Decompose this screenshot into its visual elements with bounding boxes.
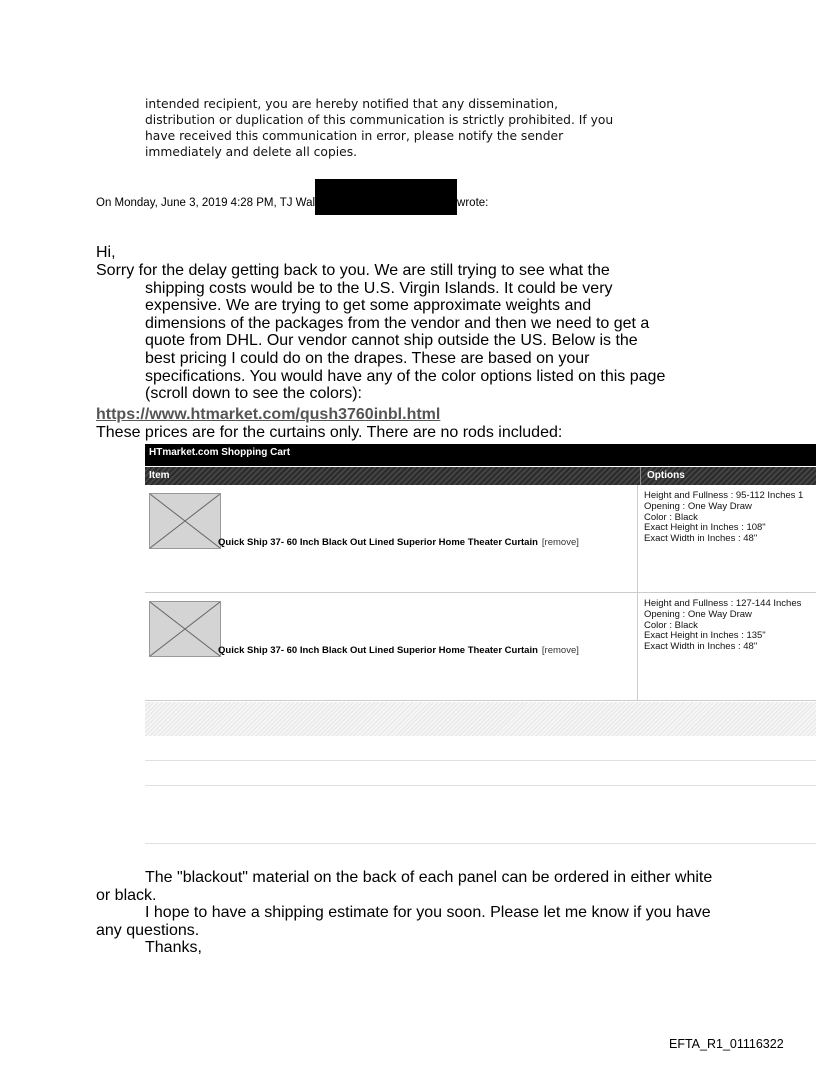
shopping-cart bbox=[145, 444, 816, 701]
divider bbox=[145, 760, 816, 761]
option-line: Color : Black bbox=[644, 511, 698, 523]
column-header-item: Item bbox=[145, 467, 641, 485]
broken-image-placeholder-icon bbox=[149, 493, 221, 549]
disclaimer-line: immediately and delete all copies. bbox=[145, 145, 358, 159]
option-line: Exact Width in Inches : 48" bbox=[644, 533, 758, 545]
disclaimer-line: intended recipient, you are hereby notified that any dissemination, bbox=[145, 97, 558, 111]
divider bbox=[145, 843, 816, 844]
quote-header bbox=[96, 191, 488, 215]
quote-header-suffix: wrote: bbox=[457, 197, 489, 210]
divider bbox=[145, 785, 816, 786]
signoff: Thanks, bbox=[145, 939, 202, 957]
paragraph-line: quote from DHL. Our vendor cannot ship outside the US. Below is the bbox=[145, 332, 638, 350]
paragraph-line: dimensions of the packages from the vendor and then we need to get a bbox=[145, 314, 650, 332]
option-line: Color : Black bbox=[644, 619, 698, 631]
option-line: Opening : One Way Draw bbox=[644, 500, 752, 512]
broken-image-placeholder-icon bbox=[149, 601, 221, 657]
paragraph-line: Sorry for the delay getting back to you. We are still trying to see what the bbox=[96, 262, 610, 279]
closing-line: or black. bbox=[96, 886, 157, 904]
product-link[interactable]: https://www.htmarket.com/qush3760inbl.html bbox=[96, 406, 441, 423]
cart-row bbox=[145, 593, 816, 701]
paragraph-line: shipping costs would be to the U.S. Virgin Islands. It could be very bbox=[145, 279, 613, 297]
closing-paragraphs bbox=[96, 869, 776, 957]
cart-item-name[interactable]: Quick Ship 37- 60 Inch Black Out Lined Superior Home Theater Curtain bbox=[218, 645, 538, 656]
option-line: Height and Fullness : 127-144 Inches bbox=[644, 598, 802, 609]
cart-item-options bbox=[637, 485, 816, 592]
paragraph-line: expensive. We are trying to get some approximate weights and bbox=[145, 297, 592, 315]
disclaimer-text bbox=[145, 96, 705, 160]
redaction-block bbox=[315, 179, 457, 215]
closing-line: The "blackout" material on the back of each panel can be ordered in either white bbox=[145, 869, 713, 886]
cart-row bbox=[145, 485, 816, 593]
option-line: Opening : One Way Draw bbox=[644, 608, 752, 620]
document-id: EFTA_R1_01116322 bbox=[669, 1037, 784, 1051]
disclaimer-line: have received this communication in error, please notify the sender bbox=[145, 129, 564, 143]
paragraph-line: (scroll down to see the colors): bbox=[145, 385, 362, 403]
option-line: Exact Height in Inches : 108" bbox=[644, 522, 766, 534]
column-header-options: Options bbox=[647, 470, 685, 481]
cart-item-name[interactable]: Quick Ship 37- 60 Inch Black Out Lined Superior Home Theater Curtain bbox=[218, 537, 538, 548]
quote-header-prefix: On Monday, June 3, 2019 4:28 PM, TJ Wal bbox=[96, 197, 316, 210]
option-line: Exact Height in Inches : 135" bbox=[644, 630, 766, 642]
paragraph-line: best pricing I could do on the drapes. These are based on your bbox=[145, 349, 590, 367]
message-paragraph bbox=[96, 262, 696, 403]
closing-line: any questions. bbox=[96, 921, 200, 939]
remove-link[interactable]: [remove] bbox=[541, 537, 579, 548]
remove-link[interactable]: [remove] bbox=[541, 645, 579, 656]
greeting: Hi, bbox=[96, 244, 116, 261]
paragraph-line: specifications. You would have any of the color options listed on this page bbox=[145, 367, 666, 385]
disclaimer-line: distribution or duplication of this communication is strictly prohibited. If you bbox=[145, 113, 614, 127]
prices-note: These prices are for the curtains only. There are no rods included: bbox=[96, 424, 563, 441]
option-line: Exact Width in Inches : 48" bbox=[644, 641, 758, 653]
cart-title: HTmarket.com Shopping Cart bbox=[145, 444, 816, 466]
cart-item-options bbox=[637, 593, 816, 700]
closing-line: I hope to have a shipping estimate for you soon. Please let me know if you have bbox=[145, 904, 711, 922]
cart-header-row bbox=[145, 467, 816, 485]
cart-footer-band bbox=[145, 702, 816, 736]
option-line: Height and Fullness : 95-112 Inches 1 bbox=[644, 490, 804, 501]
